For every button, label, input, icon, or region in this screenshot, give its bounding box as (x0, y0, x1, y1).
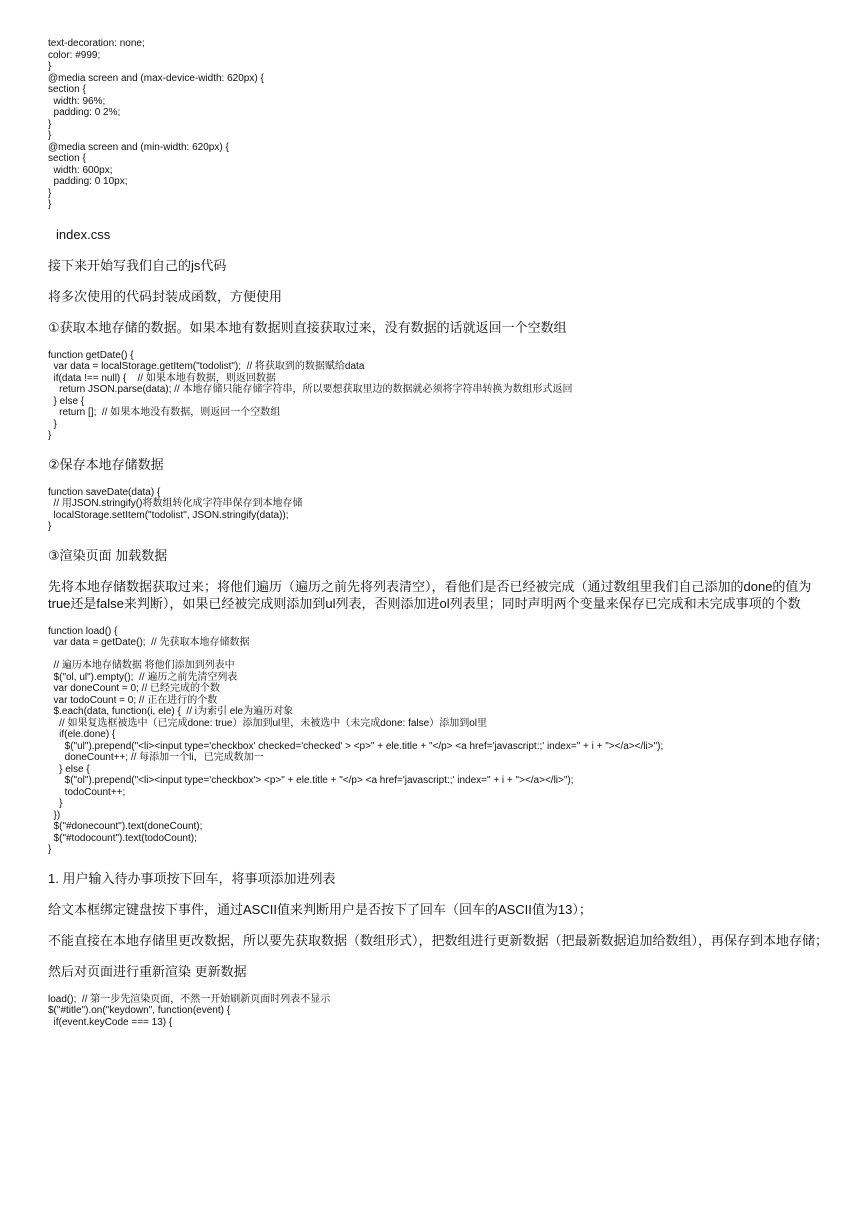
getdate-code-block: function getDate() { var data = localStorage.getItem("todolist"); // 将获取到的数据赋给data if(data !== null) { // 如果本地有数据，则返回数据 return JSON.parse(data); // 本地存储只能存储字符串，所以要想获取里边的数据就必须将字符串转换为数组形式返回 } else { return []; // 如果本地没有数据，则返回一个空数组 } } (48, 349, 573, 441)
load-code-block: function load() { var data = getDate(); // 先获取本地存储数据 // 遍历本地存储数据 将他们添加到列表中 $("ol, ul").empty(); // 遍历之前先清空列表 var doneCount = 0; // 已经完成的个数 var todoCount = 0; // 正在进行的个数 $.each(data, function(i, ele) { // i为索引 ele为遍历对象 // 如果复选框被选中（已完成done: true）添加到ul里，未被选中（未完成done: false）添加到ol里 if(ele.done) { $("ul").prepend("<li><input type='checkbox' checked='checked' > <p>" + ele.title + "</p> <a href='javascript:;' index=" + i + "></a></li>"); doneCount++; // 每添加一个li，已完成数加一 } else { $("ol").prepend("<li><input type='checkbox'> <p>" + ele.title + "</p> <a href='javascript:;' index=" + i + "></a></li>"); todoCount++; } }) $("#donecount").text(doneCount); $("#todocount").text(todoCount); } (48, 625, 664, 855)
section1-heading: 1. 用户输入待办事项按下回车，将事项添加进列表 (48, 870, 336, 886)
step3-heading: ③渲染页面 加载数据 (48, 547, 168, 563)
section1-paragraph-3: 然后对页面进行重新渲染 更新数据 (48, 963, 247, 979)
section1-paragraph-1: 给文本框绑定键盘按下事件，通过ASCII值来判断用户是否按下了回车（回车的ASCII值为13）； (48, 901, 592, 917)
step3-description: 先将本地存储数据获取过来；将他们遍历（遍历之前先将列表清空），看他们是否已经被完成（通过数组里我们自己添加的done的值为true还是false来判断），如果已经被完成则添加到ul列表，否则添加进ol列表里；同时声明两个变量来保存已完成和未完成事项的个数 (48, 578, 812, 611)
section1-paragraph-2: 不能直接在本地存储里更改数据，所以要先获取数据（数组形式），把数组进行更新数据（把最新数据追加给数组），再保存到本地存储； (48, 932, 829, 948)
step2-heading: ②保存本地存储数据 (48, 456, 164, 472)
css-code-block: text-decoration: none; color: #999; } @media screen and (max-device-width: 620px) { section { width: 96%; padding: 0 2%; } } @media screen and (min-width: 620px) { section { width: 600px; padding: 0 10px; } } (48, 38, 264, 210)
savedate-code-block: function saveDate(data) { // 用JSON.stringify()将数组转化成字符串保存到本地存储 localStorage.setItem("todolist", JSON.stringify(data)); } (48, 486, 303, 532)
document-page (48, 38, 828, 1028)
intro-wrap-text: 将多次使用的代码封装成函数，方便使用 (48, 288, 283, 304)
step1-heading: ①获取本地存储的数据。如果本地有数据则直接获取过来，没有数据的话就返回一个空数组 (48, 319, 567, 335)
intro-js-text: 接下来开始写我们自己的js代码 (48, 257, 227, 273)
keydown-code-block: load(); // 第一步先渲染页面，不然一开始刷新页面时列表不显示 $("#title").on("keydown", function(event) { if(event.keyCode === 13) { (48, 993, 331, 1028)
css-file-caption: index.css (56, 226, 111, 242)
